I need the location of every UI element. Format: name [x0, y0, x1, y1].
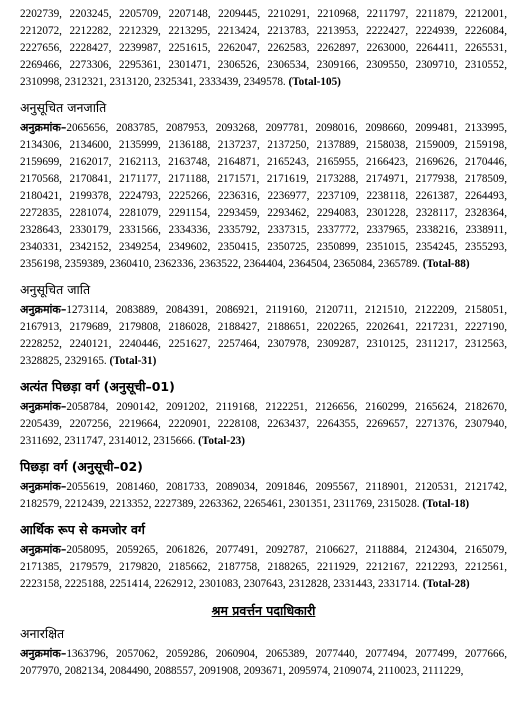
section-scheduled-caste: [20, 279, 507, 370]
roll-numbers: 2065656, 2083785, 2087953, 2093268, 2097781, 2098016, 2098660, 2099481, 2133995, 2134306, 2134600, 2135999, 2136188, 2137237, 2137250, 2137889, 2158038, 2159009, 2159198, 2159699, 2162017, 2162113, 2163748, 2164871, 2165243, 2165955, 2166423, 2169626, 2170446, 2170568, 2170841, 2171177, 2171188, 2171571, 2171619, 2173288, 2174971, 2177938, 2178509, 2180421, 2199378, 2224793, 2225266, 2236316, 2236977, 2237109, 2238118, 2261387, 2264493, 2272835, 2281074, 2281079, 2291154, 2293459, 2293462, 2294083, 2301228, 2328117, 2328364, 2328643, 2330179, 2331566, 2334336, 2335792, 2337315, 2337772, 2337965, 2338216, 2338911, 2340331, 2342152, 2349254, 2349602, 2350415, 2350725, 2350899, 2351015, 2354245, 2355293, 2356198, 2359389, 2360410, 2362336, 2363522, 2364404, 2364504, 2365084, 2365789.: [20, 122, 507, 270]
section-heading: अनुसूचित जाति: [20, 282, 91, 297]
section-extremely-backward: [20, 376, 507, 450]
roll-numbers: 2202739, 2203245, 2205709, 2207148, 2209445, 2210291, 2210968, 2211797, 2211879, 2212001, 2212072, 2212282, 2212329, 2213295, 2213424, 2213783, 2213953, 2222427, 2224939, 2226084, 2227656, 2228427, 2239987, 2251615, 2262047, 2262583, 2262897, 2263000, 2264411, 2265531, 2269466, 2273306, 2295361, 2301471, 2306526, 2306534, 2309166, 2309550, 2309710, 2310552, 2310998, 2312321, 2313120, 2325341, 2333439, 2349578.: [20, 8, 507, 88]
section-heading: आर्थिक रूप से कमजोर वर्ग: [20, 522, 145, 537]
section-scheduled-tribe: [20, 97, 507, 273]
total-count: (Total-88): [422, 258, 470, 270]
roll-label: अनुक्रमांक–: [20, 647, 67, 660]
roll-label: अनुक्रमांक–: [20, 121, 67, 134]
roll-label: अनुक्रमांक–: [20, 400, 67, 413]
top-roll-list: [20, 6, 507, 91]
section-heading: अत्यंत पिछड़ा वर्ग (अनुसूची–01): [20, 379, 175, 394]
roll-numbers: 2058095, 2059265, 2061826, 2077491, 2092787, 2106627, 2118884, 2124304, 2165079, 2171385, 2179579, 2179820, 2185662, 2187758, 2188265, 2211929, 2212167, 2212293, 2212561, 2223158, 2225188, 2251414, 2262912, 2301083, 2307643, 2312828, 2331443, 2331714.: [20, 544, 507, 590]
section-unreserved: [20, 623, 507, 680]
roll-numbers: 1363796, 2057062, 2059286, 2060904, 2065389, 2077440, 2077494, 2077499, 2077666, 2077970, 2082134, 2084490, 2088557, 2091908, 2093671, 2095974, 2109074, 2110023, 2111229,: [20, 648, 507, 677]
roll-label: अनुक्रमांक–: [20, 303, 67, 316]
section-heading: अनारक्षित: [20, 626, 65, 641]
section-backward-class: [20, 456, 507, 513]
roll-label: अनुक्रमांक–: [20, 480, 67, 493]
roll-numbers: 2055619, 2081460, 2081733, 2089034, 2091846, 2095567, 2118901, 2120531, 2121742, 2182579, 2212439, 2213352, 2227389, 2263362, 2265461, 2301351, 2311769, 2315028.: [20, 481, 507, 510]
roll-numbers: 2058784, 2090142, 2091202, 2119168, 2122251, 2126656, 2160299, 2165624, 2182670, 2205439, 2207256, 2219664, 2220901, 2228108, 2263437, 2264355, 2269657, 2271376, 2307940, 2311692, 2311747, 2314012, 2315666.: [20, 401, 507, 447]
section-heading: पिछड़ा वर्ग (अनुसूची–02): [20, 459, 143, 474]
section-ews: [20, 519, 507, 593]
total-count: (Total-18): [422, 498, 470, 510]
roll-label: अनुक्रमांक–: [20, 543, 67, 556]
total-count: (Total-28): [422, 578, 470, 590]
post-title: श्रम प्रवर्त्तन पदाधिकारी: [211, 603, 316, 618]
section-heading: अनुसूचित जनजाति: [20, 100, 107, 115]
total-count: (Total-31): [109, 355, 157, 367]
total-count: (Total-23): [198, 435, 245, 447]
total-count: (Total-105): [288, 76, 341, 88]
roll-numbers: 1273114, 2083889, 2084391, 2086921, 2119160, 2120711, 2121510, 2122209, 2158051, 2167913, 2179689, 2179808, 2186028, 2188427, 2188651, 2202265, 2202641, 2217231, 2227190, 2228252, 2240121, 2240446, 2251627, 2257464, 2307978, 2309287, 2310125, 2311217, 2312563, 2328825, 2329165.: [20, 304, 507, 367]
